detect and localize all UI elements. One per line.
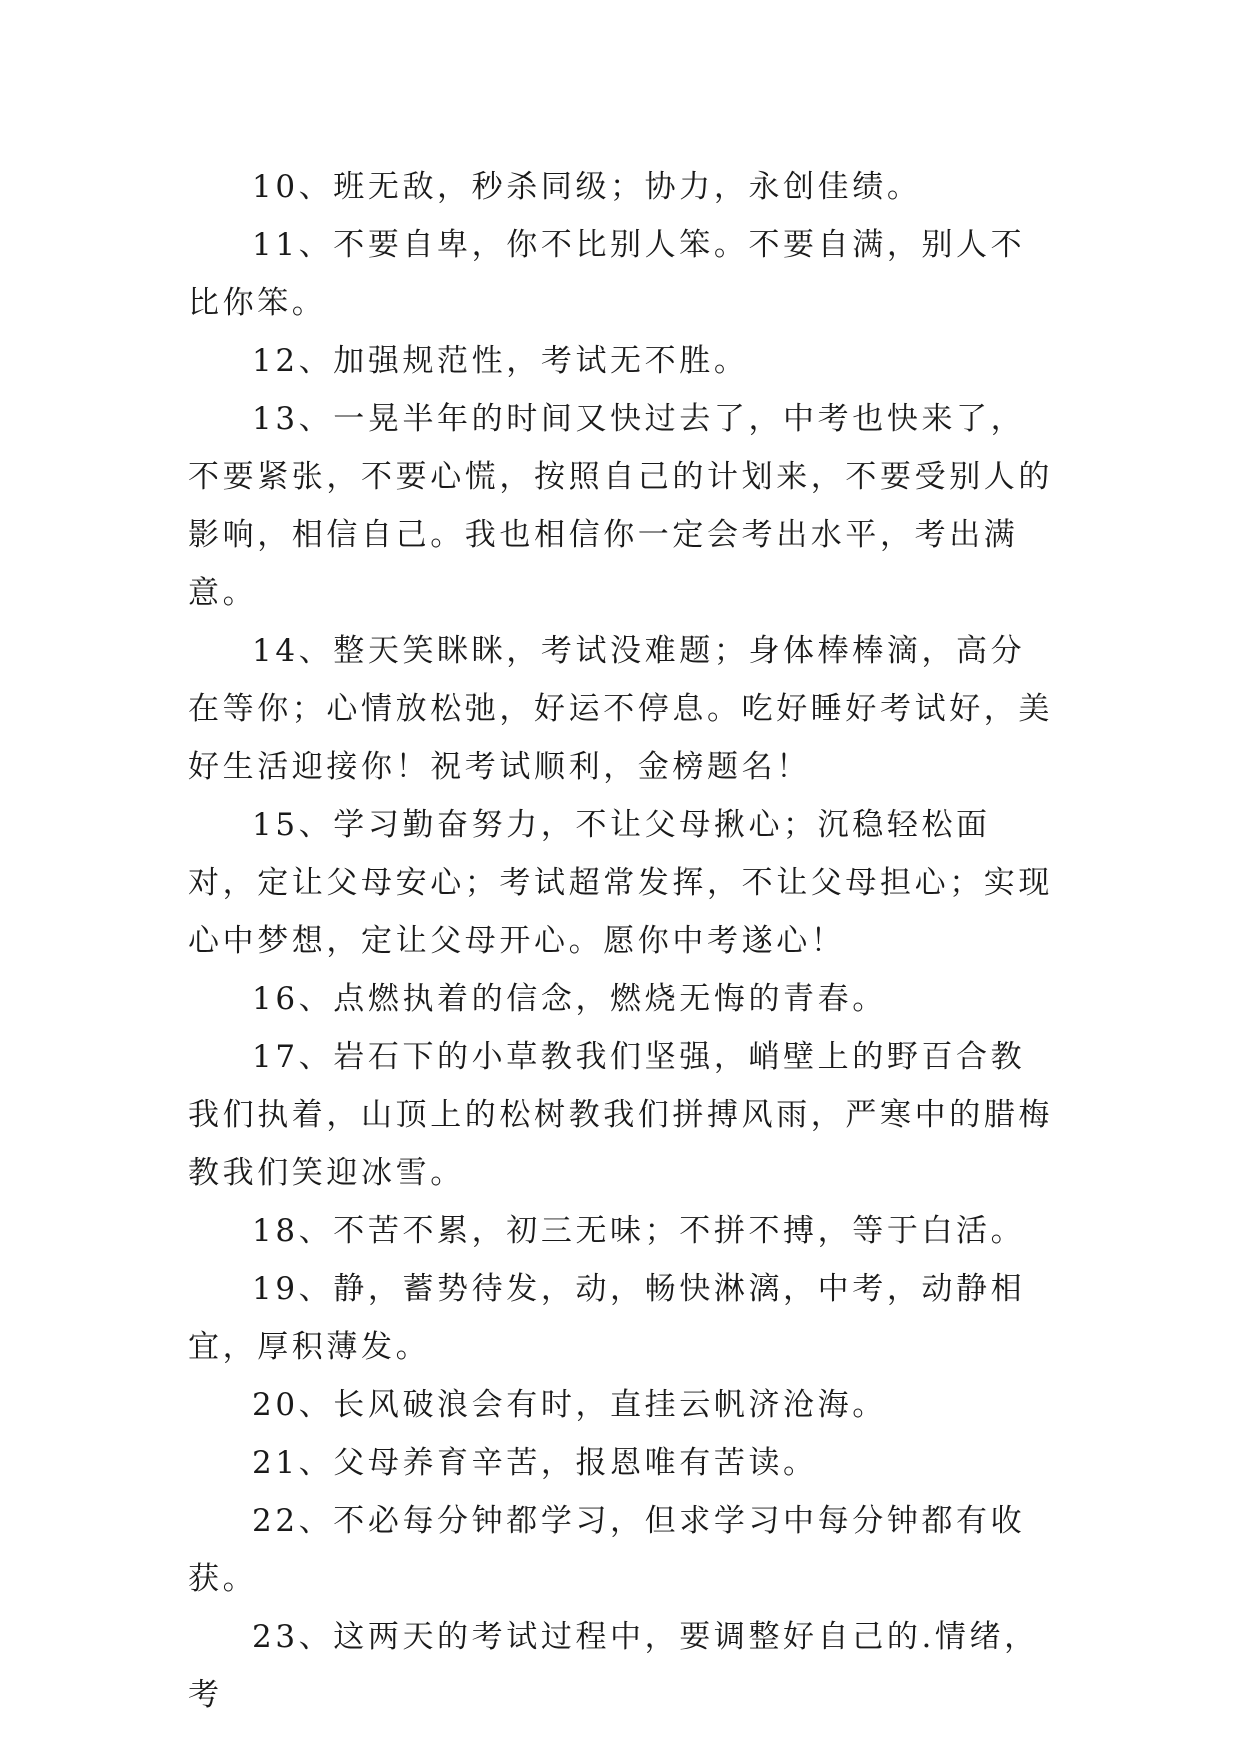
paragraph-13: 13、一晃半年的时间又快过去了，中考也快来了，不要紧张，不要心慌，按照自己的计划来，不要受别人的影响，相信自己。我也相信你一定会考出水平，考出满意。 <box>188 401 1053 611</box>
paragraph-15: 15、学习勤奋努力，不让父母揪心；沉稳轻松面对，定让父母安心；考试超常发挥，不让父母担心；实现心中梦想，定让父母开心。愿你中考遂心！ <box>188 807 1053 959</box>
paragraph-16: 16、点燃执着的信念，燃烧无悔的青春。 <box>252 981 887 1017</box>
paragraph-20: 20、长风破浪会有时，直挂云帆济沧海。 <box>252 1387 887 1423</box>
paragraph-22: 22、不必每分钟都学习，但求学习中每分钟都有收获。 <box>188 1503 1026 1597</box>
paragraph-23: 23、这两天的考试过程中，要调整好自己的.情绪，考 <box>188 1619 1039 1713</box>
paragraph-18: 18、不苦不累，初三无味；不拼不搏，等于白活。 <box>252 1213 1026 1249</box>
document-body <box>188 158 1058 1724</box>
paragraph-21: 21、父母养育辛苦，报恩唯有苦读。 <box>252 1445 818 1481</box>
paragraph-10: 10、班无敌，秒杀同级；协力，永创佳绩。 <box>252 169 922 205</box>
paragraph-19: 19、静，蓄势待发，动，畅快淋漓，中考，动静相宜，厚积薄发。 <box>188 1271 1026 1365</box>
paragraph-12: 12、加强规范性，考试无不胜。 <box>252 343 749 379</box>
paragraph-11: 11、不要自卑，你不比别人笨。不要自满，别人不比你笨。 <box>188 227 1026 321</box>
paragraph-14: 14、整天笑眯眯，考试没难题；身体棒棒滴，高分在等你；心情放松弛，好运不停息。吃好睡好考试好，美好生活迎接你！祝考试顺利，金榜题名！ <box>188 633 1053 785</box>
paragraph-17: 17、岩石下的小草教我们坚强，峭壁上的野百合教我们执着，山顶上的松树教我们拼搏风雨，严寒中的腊梅教我们笑迎冰雪。 <box>188 1039 1053 1191</box>
